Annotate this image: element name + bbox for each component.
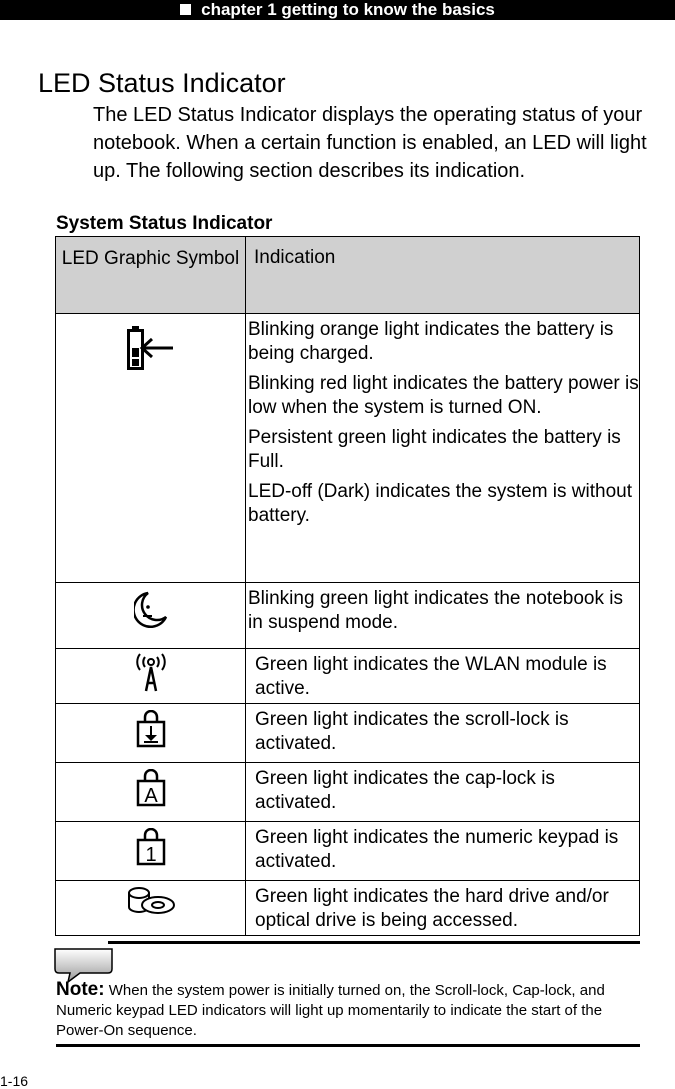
- led-status-table: [55, 236, 640, 936]
- table-row: [56, 583, 640, 649]
- num-lock-glyph: 1: [144, 844, 157, 866]
- indication-text: Blinking red light indicates the battery power is low when the system is turned ON.: [248, 373, 639, 418]
- page-number: 1-16: [0, 1073, 29, 1089]
- wlan-icon: [129, 653, 173, 693]
- table-row: [56, 763, 640, 822]
- note-text: [56, 980, 636, 1041]
- section-title: LED Status Indicator: [38, 68, 286, 98]
- scroll-lock-icon: [136, 710, 166, 748]
- note-label: Note:: [56, 979, 105, 1000]
- indication-text: Blinking orange light indicates the battery is being charged.: [248, 319, 614, 364]
- chapter-header: [0, 0, 675, 20]
- table-row: [56, 314, 640, 583]
- system-status-title: System Status Indicator: [56, 213, 273, 234]
- indication-text: Green light indicates the WLAN module is active.: [255, 654, 607, 699]
- column-header-symbol: LED Graphic Symbol: [56, 237, 246, 314]
- num-lock-icon: [136, 828, 166, 866]
- note-icon: [54, 947, 114, 983]
- note-top-rule: [108, 941, 640, 944]
- square-bullet-icon: [180, 4, 191, 15]
- cap-lock-icon: [136, 769, 166, 807]
- column-header-indication: Indication: [246, 237, 640, 314]
- drive-activity-icon: [126, 885, 176, 917]
- indication-text: Green light indicates the numeric keypad is activated.: [255, 827, 619, 872]
- table-row: [56, 822, 640, 881]
- chapter-title: chapter 1 getting to know the basics: [201, 0, 495, 19]
- indication-text: Green light indicates the cap-lock is activated.: [255, 768, 555, 813]
- indication-text: Persistent green light indicates the battery is Full.: [248, 427, 621, 472]
- table-header-row: [56, 237, 640, 314]
- moon-icon: [134, 591, 168, 629]
- note-body: When the system power is initially turned on, the Scroll-lock, Cap-lock, and Numeric keypad LED indicators will light up momentarily to indicate the start of the Power-On sequence.: [56, 982, 605, 1039]
- indication-text: Green light indicates the scroll-lock is activated.: [255, 709, 569, 754]
- table-row: [56, 881, 640, 936]
- indication-text: Blinking green light indicates the notebook is in suspend mode.: [248, 588, 623, 633]
- note-bottom-rule: [56, 1044, 640, 1047]
- intro-paragraph: The LED Status Indicator displays the operating status of your notebook. When a certain function is enabled, an LED will light up. The following section describes its indication.: [93, 104, 647, 182]
- battery-icon: [127, 326, 175, 372]
- table-row: [56, 649, 640, 704]
- table-row: [56, 704, 640, 763]
- cap-lock-glyph: A: [143, 785, 158, 807]
- indication-text: Green light indicates the hard drive and/or optical drive is being accessed.: [255, 886, 609, 931]
- indication-text: LED-off (Dark) indicates the system is without battery.: [248, 481, 633, 526]
